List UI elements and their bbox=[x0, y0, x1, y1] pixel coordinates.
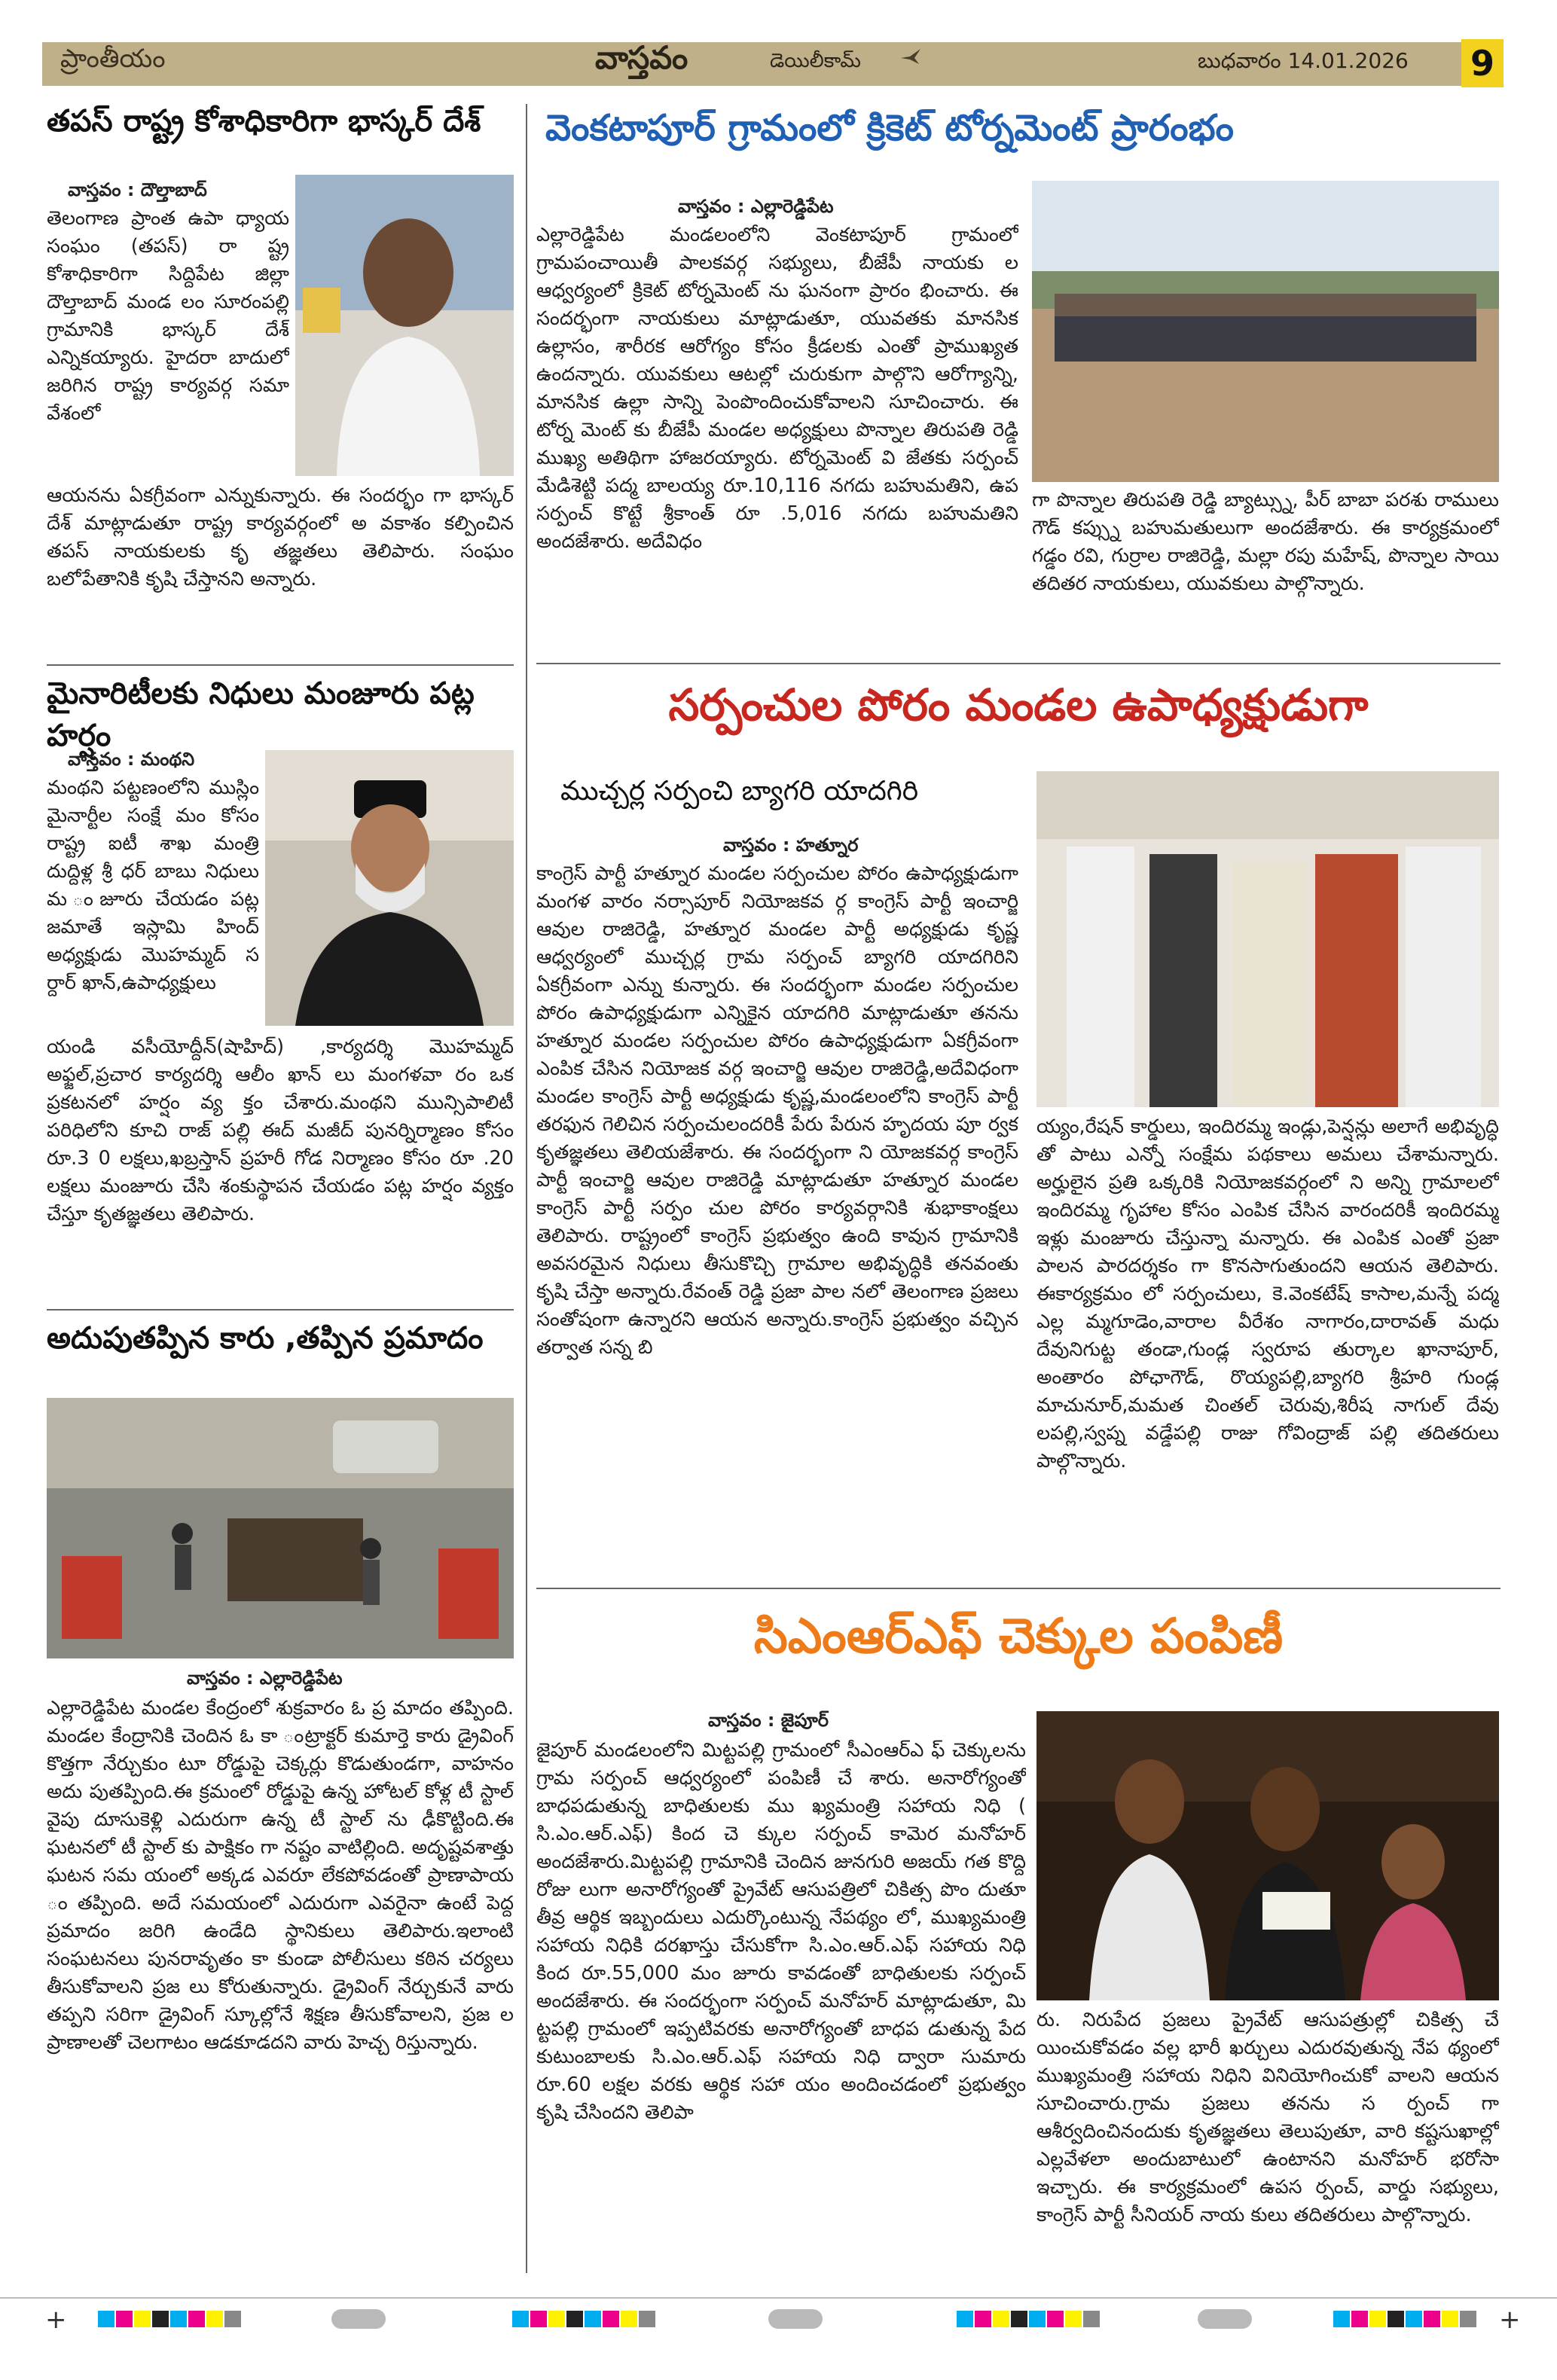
minority-dateline: వాస్తవం : మంథని bbox=[68, 749, 195, 770]
cricket-body-right: గా పొన్నాల తిరుపతి రెడ్డి బ్యాట్స్ను, పీర్ బాబా పరశు రాములు గౌడ్ కప్స్ను బహుమతులుగా అందజేశారు. ఈ కార్యక్రమంలో గడ్డం రవి, గుర్రాల రాజిరెడ్డి, మల్లా రపు మహేష్, పొన్నాల సాయి తదితర నాయకులు, యువకులు పాల్గొన్నారు. bbox=[1032, 489, 1499, 595]
divider bbox=[47, 664, 514, 666]
divider bbox=[536, 1588, 1501, 1589]
bird-logo-icon bbox=[899, 47, 922, 73]
tapas-headline: తపస్ రాష్ట్ర కోశాధికారిగా భాస్కర్ దేశ్ bbox=[47, 104, 481, 139]
issue-date: బుధవారం 14.01.2026 bbox=[1198, 48, 1409, 73]
cmrf-headline: సిఎంఆర్ఎఫ్ చెక్కుల పంపిణీ bbox=[753, 1609, 1284, 1664]
registration-mark-icon: + bbox=[1499, 2305, 1521, 2335]
color-bar bbox=[98, 2311, 249, 2330]
cmrf-photo bbox=[1036, 1711, 1499, 2000]
cmrf-body-left: జైపూర్ మండలంలోని మిట్టపల్లి గ్రామంలో సీఎంఆర్ఎ ఫ్ చెక్కులను గ్రామ సర్పంచ్ ఆధ్వర్యంలో పంపిణీ చే శారు. అనారోగ్యంతో బాధపడుతున్న బాధితులకు ము ఖ్యమంత్రి సహాయ నిధి ( సి.ఎం.ఆర్.ఎఫ్) కింద చె క్కుల సర్పంచ్ కామెర మనోహర్ అందజేశారు.మిట్టపల్లి గ్రామానికి చెందిన జునగురి అజయ్ గత కొద్ది రోజు లుగా అనారోగ్యంతో ప్రైవేట్ ఆసుపత్రిలో చికిత్స పొం దుతూ తీవ్ర ఆర్థిక ఇబ్బందులు ఎదుర్కొంటున్న నేపథ్యం లో, ముఖ్యమంత్రి సహాయ నిధికి దరఖాస్తు చేసుకోగా సి.ఎం.ఆర్.ఎఫ్ సహాయ నిధి కింద రూ.55,000 మం జూరు కావడంతో బాధితులకు సర్పంచ్ అందజేశారు. ఈ సందర్భంగా సర్పంచ్ మనోహర్ మాట్లాడుతూ, మి ట్టపల్లి గ్రామంలో ఇప్పటివరకు అనారోగ్యంతో బాధప డుతున్న పేద కుటుంబాలకు సి.ఎం.ఆర్.ఎఫ్ సహాయ నిధి ద్వారా సుమారు రూ.60 లక్షల వరకు ఆర్థిక సహా యం అందించడంలో ప్రభుత్వం కృషి చేసిందని తెలిపా bbox=[536, 1739, 1026, 2124]
section-label: ప్రాంతీయం bbox=[60, 44, 166, 74]
accident-body: ఎల్లారెడ్డిపేట మండల కేంద్రంలో శుక్రవారం ఓ ప్ర మాదం తప్పింది. మండల కేంద్రానికి చెందిన ఓ కా ంట్రాక్టర్ కుమార్తె కారు డ్రైవింగ్ కొత్తగా నేర్చుకుం టూ రోడ్డుపై చెక్కర్లు కొడుతుండగా, వాహనం అదు పుతప్పింది.ఈ క్రమంలో రోడ్డుపై ఉన్న హోటల్ కోళ్ల టీ స్టాల్ వైపు దూసుకెళ్లి ఎదురుగా ఉన్న టీ స్టాల్ ను ఢీకొట్టింది.ఈ ఘటనలో టీ స్టాల్ కు పాక్షికం గా నష్టం వాటిల్లింది. అదృష్టవశాత్తు ఘటన సమ యంలో అక్కడ ఎవరూ లేకపోవడంతో ప్రాణాపాయ ం తప్పింది. అదే సమయంలో ఎదురుగా ఎవరైనా ఉంటే పెద్ద ప్రమాదం జరిగి ఉండేది స్థానికులు తెలిపారు.ఇలాంటి సంఘటనలు పునరావృతం కా కుండా పోలీసులు కఠిన చర్యలు తీసుకోవాలని ప్రజ లు కోరుతున్నారు. డ్రైవింగ్ నేర్చుకునే వారు తప్పని సరిగా డ్రైవింగ్ స్కూల్లోనే శిక్షణ తీసుకోవాలని, ప్రజ ల ప్రాణాలతో చెలగాటం ఆడకూడదని వారు హెచ్చ రిస్తున్నారు. bbox=[47, 1697, 514, 2054]
color-bar bbox=[512, 2311, 663, 2330]
registration-pill bbox=[1198, 2309, 1252, 2329]
minority-body-bottom: యండి వసీయోద్దీన్(షాహిద్) ,కార్యదర్శి మొహమ్మద్ అఫ్జల్,ప్రచార కార్యదర్శి ఆలీం ఖాన్ లు మంగళవా రం ఒక ప్రకటనలో హర్షం వ్య క్తం చేశారు.మంథని మున్సిపాలిటీ పరిధిలోని కూచి రాజ్ పల్లి ఈద్ మజీద్ పునర్నిర్మాణం కోసం రూ.3 0 లక్షలు,ఖబ్రస్తాన్ ప్రహరీ గోడ నిర్మాణం కోసం రూ .20 లక్షలు మంజూరు చేసి శంకుస్థాపన చేయడం పట్ల హర్షం వ్యక్తం చేస్తూ కృతజ్ఞతలు తెలిపారు. bbox=[47, 1036, 514, 1225]
sarpanch-body-left: కాంగ్రెస్ పార్టీ హత్నూర మండల సర్పంచుల పోరం ఉపాధ్యక్షుడుగా మంగళ వారం నర్సాపూర్ నియోజకవ ర్గ కాంగ్రెస్ పార్టీ ఇంచార్జి ఆవుల రాజిరెడ్డి, హత్నూర మండల పార్టీ అధ్యక్షుడు కృష్ణ ఆధ్వర్యంలో ముచ్చర్ల గ్రామ సర్పంచ్ బ్యాగరి యాదగిరిని ఏకగ్రీవంగా ఎన్ను కున్నారు. ఈ సందర్భంగా మండల సర్పంచుల పోరం ఉపాధ్యక్షుడుగా ఎన్నికైన యాదగిరి మాట్లాడుతూ తనను హత్నూర మండల సర్పంచుల పోరం ఉపాధ్యక్షుడుగా ఏకగ్రీవంగా ఎంపిక చేసిన నియోజక వర్గ ఇంచార్జి ఆవుల రాజిరెడ్డి,అదేవిధంగా మండల కాంగ్రెస్ పార్టీ అధ్యక్షుడు కృష్ణ,మండలంలోని కాంగ్రెస్ పార్టీ తరఫున గెలిచిన సర్పంచులందరికీ పేరు పేరున హృదయ పూ ర్వక కృతజ్ఞతలు తెలియజేశారు. ఈ సందర్భంగా ని యోజకవర్గ కాంగ్రెస్ పార్టీ ఇంచార్జి ఆవుల రాజిరెడ్డి మాట్లాడుతూ హత్నూర మండల కాంగ్రెస్ పార్టీ సర్పం చుల పోరం కార్యవర్గానికి శుభాకాంక్షలు తెలిపారు. రాష్ట్రంలో కాంగ్రెస్ ప్రభుత్వం ఉంది కావున గ్రామానికి అవసరమైన నిధులు తీసుకొచ్చి గ్రామాల అభివృద్ధికి తనవంతు కృషి చేస్తా అన్నారు.రేవంత్ రెడ్డి ప్రజా పాల నలో తెలంగాణ ప్రజలు సంతోషంగా ఉన్నారని ఆయన అన్నారు.కాంగ్రెస్ ప్రభుత్వం వచ్చిన తర్వాత సన్న బి bbox=[536, 862, 1018, 1359]
accident-headline: అదుపుతప్పిన కారు ,తప్పిన ప్రమాదం bbox=[47, 1321, 484, 1356]
color-bar bbox=[957, 2311, 1107, 2330]
sarpanch-subheadline: ముచ్చర్ల సర్పంచి బ్యాగరి యాదగిరి bbox=[560, 776, 919, 807]
sarpanch-photo bbox=[1036, 771, 1499, 1107]
footer-rule bbox=[0, 2297, 1557, 2299]
registration-pill bbox=[331, 2309, 386, 2329]
accident-dateline: వాస్తవం : ఎల్లారెడ్డిపేట bbox=[187, 1668, 343, 1689]
page-number: 9 bbox=[1461, 39, 1504, 87]
tapas-body-bottom: ఆయనను ఏకగ్రీవంగా ఎన్నుకున్నారు. ఈ సందర్భం గా భాస్కర్ దేశ్ మాట్లాడుతూ రాష్ట్ర కార్యవర్గంలో అ వకాశం కల్పించిన తపస్ నాయకులకు కృ తజ్ఞతలు తెలిపారు. సంఘం బలోపేతానికి కృషి చేస్తానని అన్నారు. bbox=[47, 484, 514, 590]
cricket-dateline: వాస్తవం : ఎల్లారెడ్డిపేట bbox=[678, 196, 834, 217]
divider bbox=[47, 1309, 514, 1311]
paper-name: వాస్తవం bbox=[595, 39, 688, 76]
tapas-photo bbox=[295, 175, 514, 476]
minority-body-top: మంథని పట్టణంలోని ముస్లిం మైనార్టీల సంక్షే మం కోసం రాష్ట్ర ఐటీ శాఖ మంత్రి దుద్దిళ్ల శ్రీ ధర్ బాబు నిధులు మ ంజూరు చేయడం పట్ల జమాతే ఇస్లామి హింద్ అధ్యక్షుడు మొహమ్మద్ స ర్దార్ ఖాన్,ఉపాధ్యక్షులు bbox=[47, 777, 259, 994]
sarpanch-dateline: వాస్తవం : హత్నూర bbox=[723, 835, 859, 856]
divider bbox=[536, 663, 1501, 664]
tapas-dateline: వాస్తవం : దౌల్తాబాద్ bbox=[68, 179, 207, 200]
cricket-headline: వెంకటాపూర్ గ్రామంలో క్రికెట్ టోర్నమెంట్ ప్రారంభం bbox=[545, 107, 1234, 149]
minority-headline: మైనారిటీలకు నిధులు మంజూరు పట్ల హర్షం bbox=[47, 676, 475, 753]
registration-pill bbox=[768, 2309, 823, 2329]
sarpanch-headline: సర్పంచుల పోరం మండల ఉపాధ్యక్షుడుగా bbox=[668, 679, 1369, 731]
cmrf-body-right: రు. నిరుపేద ప్రజలు ప్రైవేట్ ఆసుపత్రుల్లో చికిత్స చే యించుకోవడం వల్ల భారీ ఖర్చులు ఎదురవుతున్న నేప థ్యంలో ముఖ్యమంత్రి సహాయ నిధిని వినియోగించుకో వాలని ఆయన సూచించారు.గ్రామ ప్రజలు తనను స ర్పంచ్ గా ఆశీర్వదించినందుకు కృతజ్ఞతలు తెలుపుతూ, వారి కష్టసుఖాల్లో ఎల్లవేళలా అందుబాటులో ఉంటానని మనోహర్ భరోసా ఇచ్చారు. ఈ కార్యక్రమంలో ఉపస ర్పంచ్, వార్డు సభ్యులు, కాంగ్రెస్ పార్టీ సీనియర్ నాయ కులు తదితరులు పాల్గొన్నారు. bbox=[1036, 2009, 1499, 2226]
accident-photo bbox=[47, 1398, 514, 1658]
column-divider bbox=[526, 104, 527, 2273]
sarpanch-body-right: య్యం,రేషన్ కార్డులు, ఇందిరమ్మ ఇండ్లు,పెన్షన్లు అలాగే అభివృద్ధి తో పాటు ఎన్నో సంక్షేమ పథకాలు అమలు చేశామన్నారు. అర్హులైన ప్రతి ఒక్కరికి నియోజకవర్గంలో ని అన్ని గ్రామాలలో ఇందిరమ్మ గృహాల కోసం ఎంపిక చేసిన వారందరికీ ఇందిరమ్మ ఇళ్లు మంజూరు చేస్తున్నా మన్నారు. ఈ ఎంపిక ఎంతో ప్రజా పాలన పారదర్శకం గా కొనసాగుతుందని ఆయన తెలిపారు. ఈకార్యక్రమం లో సర్పంచులు, కె.వెంకటేష్ కాసాల,మన్నే పద్మ ఎల్ల మ్మగూడెం,వారాల వీరేశం నాగారం,దారావత్ మధు దేవునిగుట్ట తండా,గుండ్ల స్వరూప తుర్కాల ఖానాపూర్, అంతారం పోఛాగౌడ్, రొయ్యపల్లి,బ్యాగరి శ్రీహరి గుండ్ల మాచునూర్,మమత చింతల్ చెరువు,శిరీష నాగుల్ దేవు లపల్లి,స్వప్న వడ్డేపల్లి రాజు గోవింద్రాజ్ పల్లి తదితరులు పాల్గొన్నారు. bbox=[1036, 1115, 1499, 1472]
minority-photo bbox=[265, 750, 514, 1026]
tapas-body-top: తెలంగాణ ప్రాంత ఉపా ధ్యాయ సంఘం (తపస్) రా ష్ట్ర కోశాధికారిగా సిద్దిపేట జిల్లా దౌల్తాబాద్ మండ లం సూరంపల్లి గ్రామానికి భాస్కర్ దేశ్ ఎన్నికయ్యారు. హైదరా బాదులో జరిగిన రాష్ట్ర కార్యవర్గ సమా వేశంలో bbox=[47, 207, 289, 425]
cricket-photo bbox=[1032, 181, 1499, 482]
registration-mark-icon: + bbox=[45, 2305, 67, 2335]
cricket-body-left: ఎల్లారెడ్డిపేట మండలంలోని వెంకటాపూర్ గ్రామంలో గ్రామపంచాయితీ పాలకవర్గ సభ్యులు, బీజేపీ నాయకు ల ఆధ్వర్యంలో క్రికెట్ టోర్నమెంట్ ను ఘనంగా ప్రారం భించారు. ఈ సందర్భంగా నాయకులు మాట్లాడుతూ, యువతకు మానసిక ఉల్లాసం, శారీరక ఆరోగ్యం కోసం క్రీడలకు ఎంతో ప్రాముఖ్యత ఉందన్నారు. యువకులు ఆటల్లో చురుకుగా పాల్గొని ఆరోగ్యాన్ని, మానసిక ఉల్లా సాన్ని పెంపొందించుకోవాలని సూచించారు. ఈ టోర్న మెంట్ కు బీజేపీ మండల అధ్యక్షులు పొన్నాల తిరుపతి రెడ్డి ముఖ్య అతిథిగా హాజరయ్యారు. టోర్నమెంట్ వి జేతకు సర్పంచ్ మేడిశెట్టి పద్మ బాలయ్య రూ.10,116 నగదు బహుమతిని, ఉప సర్పంచ్ కొట్టే శ్రీకాంత్ రూ .5,016 నగదు బహుమతిని అందజేశారు. అదేవిధం bbox=[536, 224, 1018, 553]
cmrf-dateline: వాస్తవం : జైపూర్ bbox=[708, 1710, 829, 1731]
paper-suffix: డెయిలీకామ్ bbox=[770, 50, 861, 72]
color-bar bbox=[1333, 2311, 1484, 2330]
